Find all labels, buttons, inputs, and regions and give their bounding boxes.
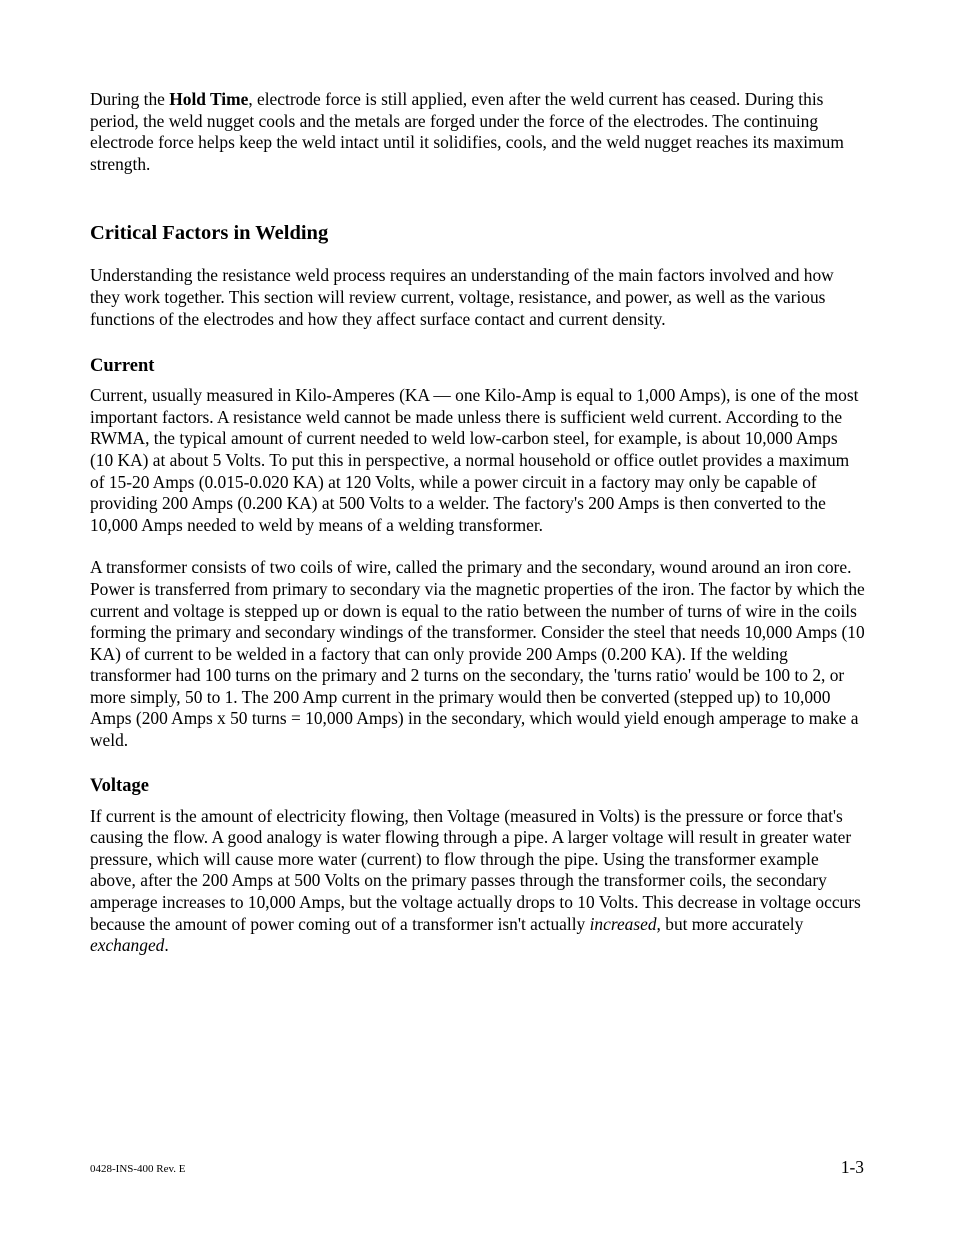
voltage-text-3: .: [164, 935, 169, 956]
current-heading: Current: [90, 356, 155, 377]
hold-time-text: , electrode force is still applied, even after the weld current has ceased. During this period, the weld nugget cools and the metals are forged under the force of the electrodes. The continuing electrode force helps keep the weld intact until it solidifies, cools, and the weld nugget reaches its maximum strength.: [90, 89, 844, 174]
footer-doc-id: 0428-INS-400 Rev. E: [90, 1163, 186, 1175]
voltage-text-1: If current is the amount of electricity flowing, then Voltage (measured in Volts) is the pressure or force that's causing the flow. A good analogy is water flowing through a pipe. A larger voltage will result in greater water pressure, which will cause more water (current) to flow through the pipe. Using the transformer example above, after the 200 Amps at 500 Volts on the primary passes through the transformer coils, the secondary amperage increases to 10,000 Amps, but the voltage actually drops to 10 Volts. This decrease in voltage occurs because the amount of power coming out of a transformer isn't actually: [90, 805, 861, 934]
current-paragraph-2: A transformer consists of two coils of wire, called the primary and the secondary, wound around an iron core. Power is transferred from primary to secondary via the magnetic properties of the iron. The factor by which the current and voltage is stepped up or down is equal to the ratio between the number of turns of wire in the coils forming the primary and secondary windings of the transformer. Consider the steel that needs 10,000 Amps (10 KA) of current to be welded in a factory that can only provide 200 Amps (0.200 KA). If the welding transformer had 100 turns on the primary and 2 turns on the secondary, the 'turns ratio' would be 100 to 2, or more simply, 50 to 1. The 200 Amp current in the primary would then be converted (stepped up) to 10,000 Amps (200 Amps x 50 turns = 10,000 Amps) in the secondary, which would yield enough amperage to make a weld.: [90, 557, 865, 751]
hold-time-term: Hold Time: [169, 89, 249, 109]
voltage-italic-increased: increased: [589, 913, 657, 934]
voltage-paragraph: [90, 806, 865, 957]
critical-factors-heading: Critical Factors in Welding: [90, 222, 329, 245]
current-paragraph-1: Current, usually measured in Kilo-Amperes (KA — one Kilo-Amp is equal to 1,000 Amps), is one of the most important factors. A resistance weld cannot be made unless there is sufficient weld current. According to the RWMA, the typical amount of current needed to weld low-carbon steel, for example, is about 10,000 Amps (10 KA) at about 5 Volts. To put this in perspective, a normal household or office outlet provides a maximum of 15-20 Amps (0.015-0.020 KA) at 120 Volts, while a power circuit in a factory may only be capable of providing 200 Amps (0.200 KA) at 500 Volts to a welder. The factory's 200 Amps is then converted to the 10,000 Amps needed to weld by means of a welding transformer.: [90, 385, 859, 535]
footer-page-number: 1-3: [840, 1157, 864, 1177]
document-body: [90, 89, 865, 957]
voltage-text-2: , but more accurately: [656, 913, 804, 934]
hold-time-intro: During the: [90, 89, 170, 109]
hold-time-paragraph: [90, 89, 865, 175]
voltage-heading: Voltage: [90, 775, 149, 796]
critical-factors-paragraph: Understanding the resistance weld process requires an understanding of the main factors involved and how they work together. This section will review current, voltage, resistance, and power, as well as the various functions of the electrodes and how they affect surface contact and current density.: [90, 265, 834, 329]
voltage-italic-exchanged: exchanged: [90, 935, 165, 956]
